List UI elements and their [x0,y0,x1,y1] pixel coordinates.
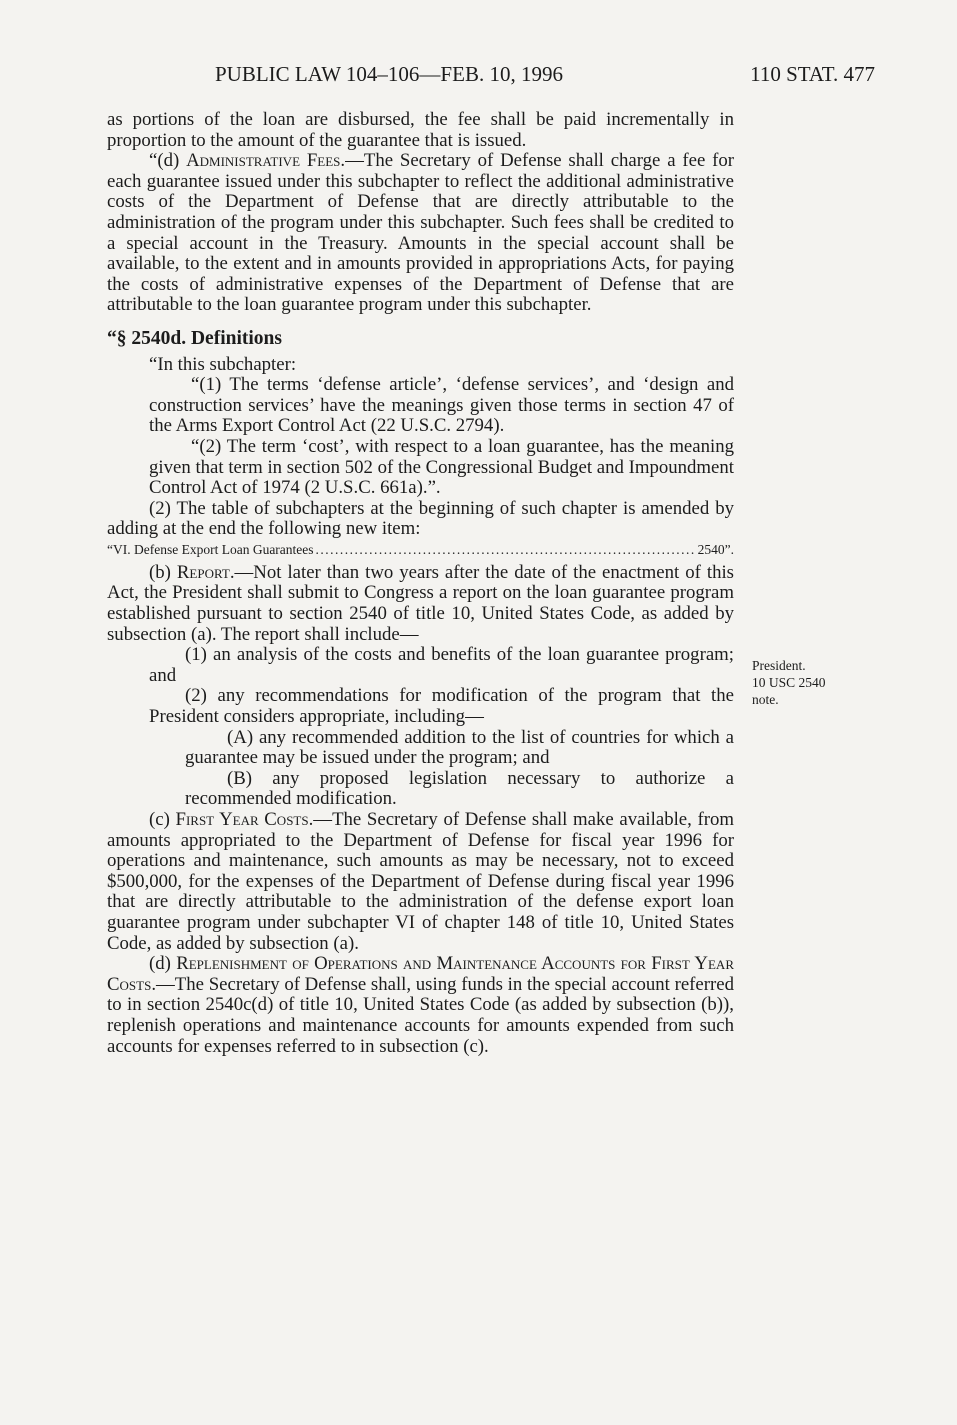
report-item-2a: (A) any recommended addition to the list of countries for which a guarantee may be issued under the program; and [185,726,734,769]
subsection-b-report [107,563,734,645]
toc-item-number: 2540”. [697,541,734,557]
subsection-b-heading: Report [176,561,230,583]
report-item-1: (1) an analysis of the costs and benefits of the loan guarantee program; and [149,644,734,686]
toc-item-label: “VI. Defense Export Loan Guarantees [107,541,314,557]
report-item-2b: (B) any proposed legislation necessary to authorize a recommended modification. [185,767,734,810]
subsection-c-text: .—The Secretary of Defense shall make available, from amounts appropriated to the Department of Defense for fiscal year 1996 for operations and maintenance, such amounts as may be necessary, not to exceed $500,000, for the expenses of the Department of Defense during fiscal year 1996 that are directly attributable to the administration of the defense export loan guarantee program under subchapter VI of chapter 148 of title 10, United States Code, as added by subsection (a). [107,809,734,954]
paragraph-fee-continuation: as portions of the loan are disbursed, the fee shall be paid incrementally in proportion to the amount of the guarantee that is issued. [107,109,734,151]
subsection-b-text: .—Not later than two years after the date of the enactment of this Act, the President shall submit to Congress a report on the loan guarantee program established pursuant to section 2540 of title 10, United States Code, as added by subsection (a). The report shall include— [107,561,734,645]
definition-2: “(2) The term ‘cost’, with respect to a loan guarantee, has the meaning given that term in section 502 of the Congressional Budget and Impoundment Control Act of 1974 (2 U.S.C. 661a).”. [149,435,734,499]
table-of-subchapters-item [107,541,734,559]
definition-1: “(1) The terms ‘defense article’, ‘defense services’, and ‘design and construction services’ have the meanings given those terms in section 47 of the Arms Export Control Act (22 U.S.C. 2794). [149,374,734,437]
subsection-d-replenishment [107,954,734,1057]
toc-leader-dots [316,541,696,559]
subsection-d-text: .—The Secretary of Defense shall charge a fee for each guarantee issued under this subchapter to reflect the additional administrative costs of the Department of Defense that are directly attributable to the administration of the program under this subchapter. Such fees shall be credited to a special account in the Treasury. Amounts in the special account shall be available, to the extent and in amounts provided in appropriations Acts, for paying the costs of administrative expenses of the Department of Defense that are attributable to the loan guarantee program under this subchapter. [107,150,735,316]
paragraph-table-amendment: (2) The table of subchapters at the beginning of such chapter is amended by adding at the end the following new item: [107,497,734,540]
subsection-c-heading: First Year Costs [175,809,309,830]
margin-note-line-2: 10 USC 2540 [752,675,826,690]
section-2540d-heading: “§ 2540d. Definitions [107,327,282,349]
subsection-c-label: (c) [149,809,176,830]
subsection-d-heading: Administrative Fees [186,150,341,172]
report-item-2: (2) any recommendations for modification of the program that the President considers appropriate, including— [149,685,734,728]
subsection-c-first-year-costs [107,810,734,954]
page-header [215,62,875,90]
margin-note-line-1: President. [752,658,806,673]
subsection-d2-label: (d) [149,953,177,975]
subsection-d2-text: .—The Secretary of Defense shall, using funds in the special account referred to in section 2540c(d) of title 10, United States Code (as added by subsection (b)), replenish operations and maintenance accounts for amounts expended from such accounts for expenses referred to in subsection (c). [107,973,734,1057]
page-header-stat-citation: 110 STAT. 477 [750,62,875,86]
subsection-d-label: “(d) [149,150,187,172]
subsection-d-administrative-fees [107,151,734,316]
statute-body [107,110,734,1057]
margin-note [752,657,862,708]
definitions-intro: “In this subchapter: [149,353,297,375]
subsection-d2-heading: Replenishment of Operations and Maintenance Accounts for First Year Costs [107,953,734,995]
page-header-title: PUBLIC LAW 104–106—FEB. 10, 1996 [215,62,563,86]
subsection-b-label: (b) [149,561,177,583]
margin-note-line-3: note. [752,692,779,707]
